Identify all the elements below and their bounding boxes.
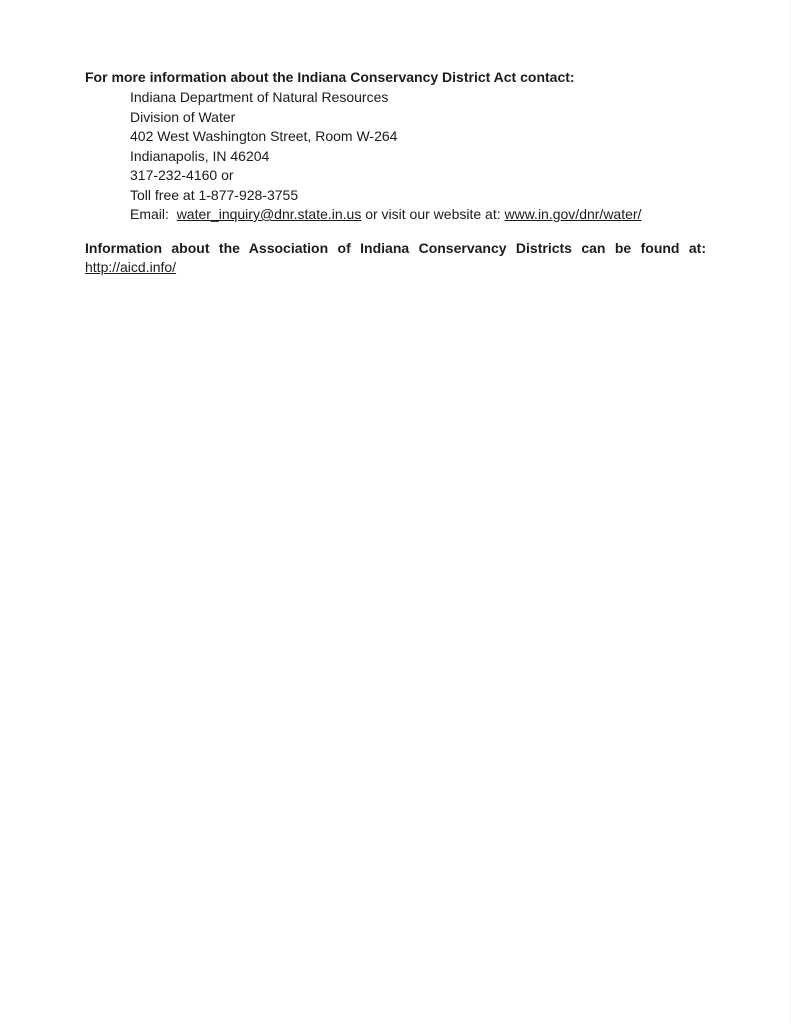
email-line — [130, 205, 641, 225]
association-info — [85, 239, 706, 277]
contact-heading: For more information about the Indiana Conservancy District Act contact: — [85, 69, 575, 85]
address-line-division: Division of Water — [130, 108, 236, 125]
email-link[interactable]: water_inquiry@dnr.state.in.us — [176, 206, 362, 222]
website-prefix: or visit our website at: — [365, 206, 501, 222]
address-line-city: Indianapolis, IN 46204 — [130, 147, 270, 164]
association-text: Information about the Association of Indiana Conservancy Districts can be found at: — [85, 240, 706, 256]
address-line-agency: Indiana Department of Natural Resources — [130, 89, 389, 105]
email-label: Email: — [130, 206, 169, 222]
website-link[interactable]: www.in.gov/dnr/water/ — [504, 206, 642, 222]
address-line-tollfree: Toll free at 1-877-928-3755 — [130, 186, 299, 203]
contact-address-block — [130, 88, 641, 225]
association-link[interactable]: http://aicd.info/ — [85, 259, 177, 275]
address-line-phone: 317-232-4160 or — [130, 167, 234, 183]
address-line-street: 402 West Washington Street, Room W-264 — [130, 128, 398, 144]
